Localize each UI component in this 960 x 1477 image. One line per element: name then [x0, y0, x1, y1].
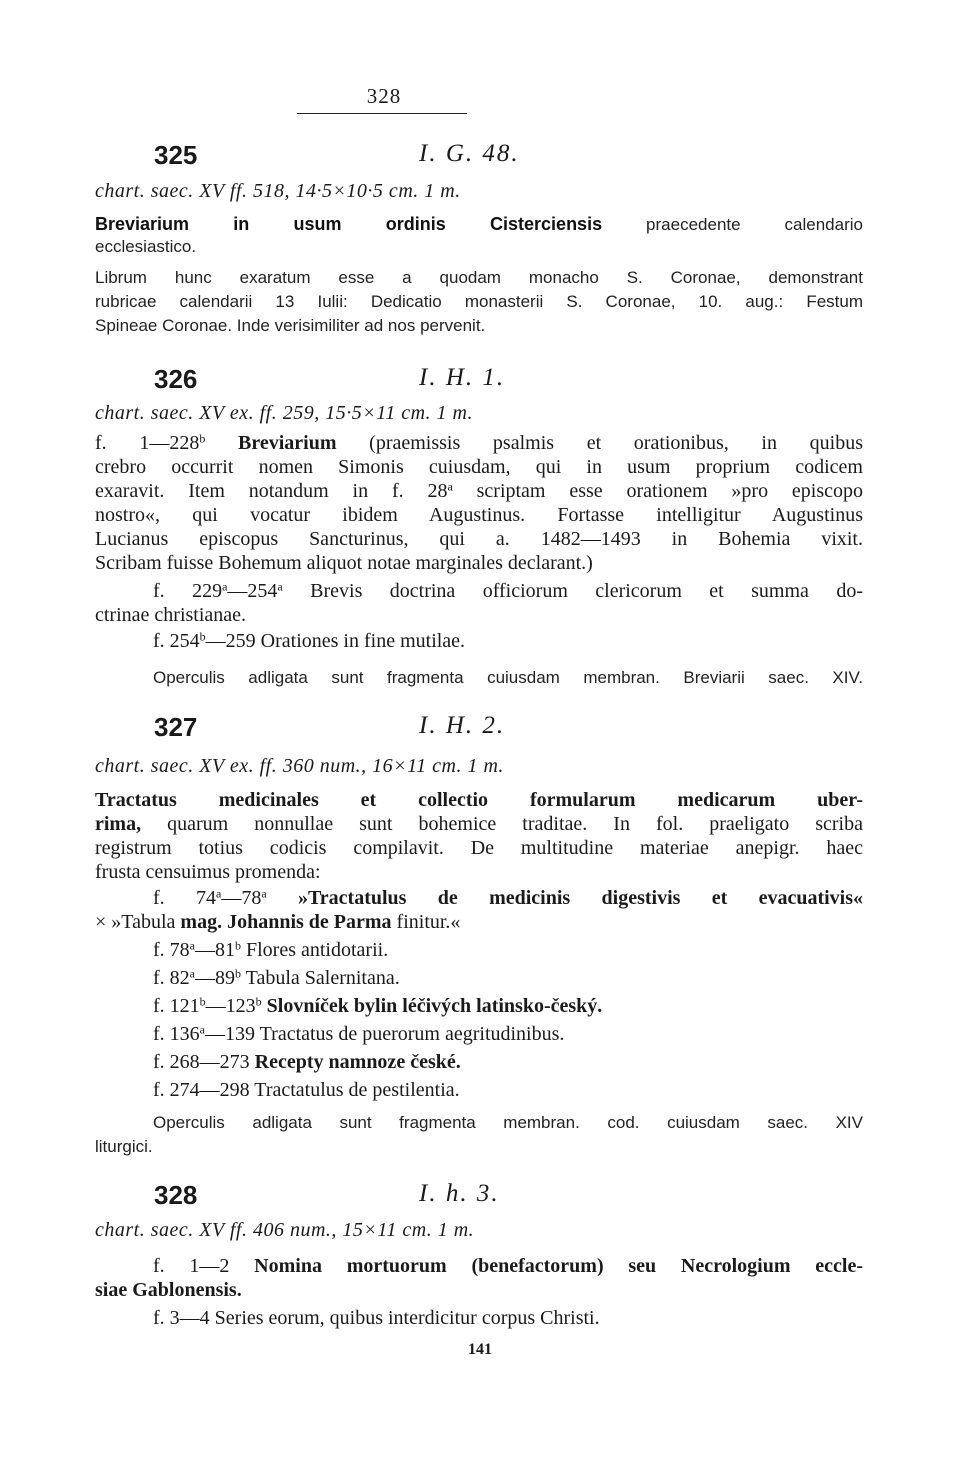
folio-side: a: [261, 886, 267, 901]
entry-text-line: [153, 1051, 921, 1074]
entry-signature: I. G. 48.: [419, 140, 520, 167]
entry-325-header: [154, 140, 864, 180]
entry-meta: chart. saec. XV ex. ff. 360 num., 16×11 cm. 1 m.: [95, 755, 504, 777]
folio-side: a: [199, 1022, 205, 1037]
text-span: Flores antidotarii.: [241, 939, 389, 961]
entry-328-header: [154, 1180, 864, 1220]
item-title-bold: Recepty namnoze české.: [249, 1051, 461, 1073]
entry-text-line: frusta censuimus promenda:: [95, 861, 321, 883]
entry-text-line: [95, 1279, 863, 1302]
entry-note-line: Operculis adligata sunt fragmenta membran. cod. cuiusdam saec. XIV: [153, 1113, 863, 1132]
folio-range: f. 229: [153, 580, 223, 602]
entry-signature: I. H. 2.: [419, 712, 506, 739]
entry-title-rest: praecedente calendario: [602, 215, 863, 234]
entry-text-line: [153, 887, 863, 910]
entry-number: 327: [154, 712, 198, 742]
entry-note-line: rubricae calendarii 13 Iulii: Dedicatio monasterii S. Coronae, 10. aug.: Festum: [95, 292, 863, 311]
text-span: Tabula Salernitana.: [241, 967, 400, 989]
page-number: 328: [366, 84, 402, 108]
text-span: × »Tabula: [95, 911, 181, 933]
entry-number: 325: [154, 140, 198, 170]
text-span: —259 Orationes in fine mutilae.: [205, 630, 466, 652]
entry-text-line: Scribam fuisse Bohemum aliquot notae marginales declarant.): [95, 552, 593, 574]
text-span: quarum nonnullae sunt bohemice traditae. In fol. praeligato scriba: [141, 813, 863, 835]
entry-text-line: [153, 630, 921, 653]
folio-side: a: [222, 579, 228, 594]
entry-signature: I. H. 1.: [419, 364, 506, 391]
folio-side: a: [189, 938, 195, 953]
entry-title-bold: Breviarium: [205, 432, 337, 454]
folio-side: b: [235, 966, 241, 981]
folio-side: b: [199, 629, 206, 644]
folio-side: a: [189, 966, 195, 981]
entry-text-line: [95, 789, 863, 812]
entry-title-bold: siae Gablonensis.: [95, 1279, 242, 1301]
folio-range: —123: [205, 995, 256, 1017]
text-span: scriptam esse orationem »pro episcopo: [452, 480, 863, 502]
entry-signature: I. h. 3.: [419, 1180, 500, 1207]
entry-text-line: [153, 1023, 921, 1046]
folio-range: —89: [195, 967, 235, 989]
text-span: Brevis doctrina officiorum clericorum et summa do-: [282, 580, 863, 602]
folio-side: a: [215, 886, 222, 901]
entry-text-line: [95, 911, 863, 934]
sheet-number: 141: [468, 1341, 492, 1358]
folio-range: f. 78: [153, 939, 190, 961]
page-number-rule: [297, 113, 467, 114]
folio-range: f. 1—228: [95, 432, 200, 454]
entry-number: 328: [154, 1180, 198, 1210]
entry-title-bold: Tractatus medicinales et collectio formularum medicarum uber-: [95, 789, 863, 811]
folio-side: a: [447, 479, 453, 494]
entry-text-line: crebro occurrit nomen Simonis cuiusdam, qui in usum proprium codicem: [95, 456, 863, 478]
text-span: (praemissis psalmis et orationibus, in quibus: [336, 432, 863, 454]
folio-range: f. 74: [153, 887, 216, 909]
folio-range: f. 121: [153, 995, 200, 1017]
entry-number: 326: [154, 364, 198, 394]
entry-note-line: Operculis adligata sunt fragmenta cuiusdam membran. Breviarii saec. XIV.: [153, 668, 863, 687]
folio-side: b: [199, 431, 206, 446]
folio-range: f. 1—2: [153, 1255, 230, 1277]
text-span: exaravit. Item notandum in f. 28: [95, 480, 448, 502]
folio-range: f. 268—273: [153, 1051, 250, 1073]
entry-text-line: ctrinae christianae.: [95, 604, 247, 626]
folio-range: f. 254: [153, 630, 200, 652]
entry-text-line: f. 274—298 Tractatulus de pestilentia.: [153, 1079, 460, 1101]
entry-text-line: [95, 432, 863, 455]
item-title-bold: Slovníček bylin léčivých latinsko-český.: [261, 995, 603, 1017]
folio-range: —81: [195, 939, 235, 961]
entry-title-bold: Nomina mortuorum (benefactorum) seu Necrologium eccle-: [229, 1255, 863, 1277]
entry-note-line: liturgici.: [95, 1137, 153, 1156]
entry-327-header: [154, 712, 864, 752]
entry-text-line: [153, 995, 921, 1018]
entry-title: [95, 214, 863, 235]
entry-text-line: [95, 480, 863, 503]
folio-range: —78: [221, 887, 262, 909]
entry-326-header: [154, 364, 864, 404]
entry-meta: chart. saec. XV ff. 518, 14·5×10·5 cm. 1 m.: [95, 180, 461, 202]
entry-note-line: Spineae Coronae. Inde verisimiliter ad nos pervenit.: [95, 316, 486, 335]
entry-title-bold: Breviarium in usum ordinis Cisterciensis: [95, 214, 603, 234]
entry-text-line: registrum totius codicis compilavit. De multitudine materiae anepigr. haec: [95, 837, 863, 859]
entry-text-line: Lucianus episcopus Sancturinus, qui a. 1482—1493 in Bohemia vixit.: [95, 528, 863, 550]
item-title-bold: mag. Johannis de Parma: [180, 911, 392, 933]
folio-side: b: [235, 938, 241, 953]
entry-text-line: [153, 967, 921, 990]
folio-side: b: [199, 994, 206, 1009]
entry-meta: chart. saec. XV ff. 406 num., 15×11 cm. 1 m.: [95, 1219, 475, 1241]
entry-title-line: ecclesiastico.: [95, 237, 197, 256]
entry-text-line: f. 3—4 Series eorum, quibus interdicitur corpus Christi.: [153, 1307, 600, 1329]
entry-title-bold: rima,: [95, 813, 142, 835]
entry-text-line: [153, 939, 921, 962]
entry-text-line: [153, 580, 863, 603]
folio-range: —254: [227, 580, 278, 602]
text-span: —139 Tractatus de puerorum aegritudinibus.: [205, 1023, 565, 1045]
entry-meta: chart. saec. XV ex. ff. 259, 15·5×11 cm. 1 m.: [95, 402, 473, 424]
entry-text-line: [95, 813, 863, 836]
folio-range: f. 136: [153, 1023, 200, 1045]
entry-note-line: Librum hunc exaratum esse a quodam monacho S. Coronae, demonstrant: [95, 268, 863, 287]
entry-text-line: nostro«, qui vocatur ibidem Augustinus. Fortasse intelligitur Augustinus: [95, 504, 863, 526]
item-title-bold: »Tractatulus de medicinis digestivis et evacuativis«: [266, 887, 863, 909]
folio-side: b: [255, 994, 262, 1009]
entry-text-line: [153, 1255, 863, 1278]
folio-range: f. 82: [153, 967, 190, 989]
folio-side: a: [277, 579, 283, 594]
text-span: finitur.«: [391, 911, 461, 933]
